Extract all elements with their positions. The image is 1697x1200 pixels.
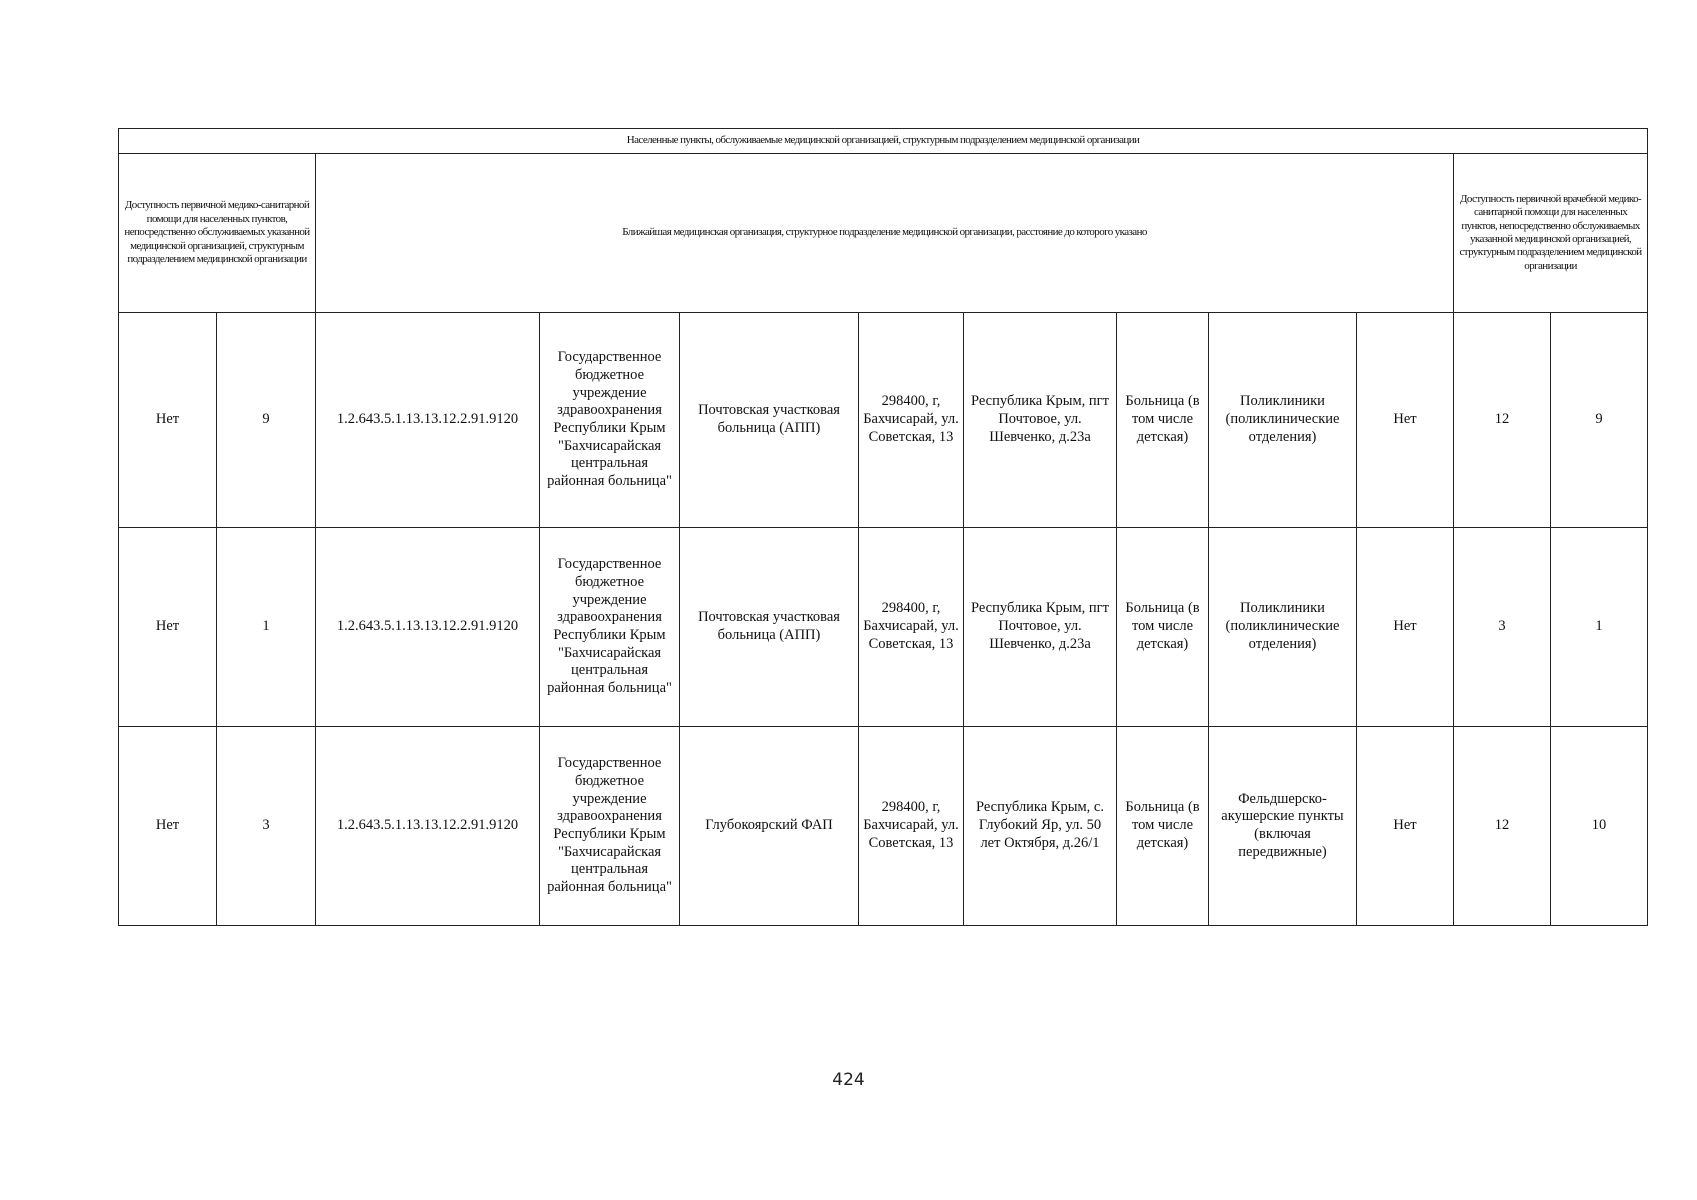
cell-availability: Нет xyxy=(119,313,217,528)
cell-unit-address: Республика Крым, пгт Почтовое, ул. Шевченко, д.23а xyxy=(964,528,1117,727)
cell-unit-type: Фельдшерско-акушерские пункты (включая передвижные) xyxy=(1209,727,1357,926)
cell-value-b: 9 xyxy=(1551,313,1648,528)
cell-unit-name: Почтовская участковая больница (АПП) xyxy=(680,313,859,528)
cell-unit-type: Поликлиники (поликлинические отделения) xyxy=(1209,528,1357,727)
cell-org-type: Больница (в том числе детская) xyxy=(1117,727,1209,926)
header-nearest-organization: Ближайшая медицинская организация, структурное подразделение медицинской организации, расстояние до которого указано xyxy=(316,154,1454,313)
table-row xyxy=(119,528,1648,727)
cell-oid: 1.2.643.5.1.13.13.12.2.91.9120 xyxy=(316,528,540,727)
cell-availability: Нет xyxy=(119,727,217,926)
table-row xyxy=(119,313,1648,528)
cell-oid: 1.2.643.5.1.13.13.12.2.91.9120 xyxy=(316,727,540,926)
header-doctor-availability: Доступность первичной врачебной медико-санитарной помощи для населенных пунктов, непосредственно обслуживаемых указанной медицинской организацией, структурным подразделением медицинской организации xyxy=(1454,154,1648,313)
table-header-row xyxy=(119,154,1648,313)
page-number: 424 xyxy=(832,1070,865,1090)
cell-distance: 9 xyxy=(217,313,316,528)
cell-value-b: 1 xyxy=(1551,528,1648,727)
cell-unit-type: Поликлиники (поликлинические отделения) xyxy=(1209,313,1357,528)
cell-distance: 3 xyxy=(217,727,316,926)
cell-doctor-availability: Нет xyxy=(1357,528,1454,727)
cell-org-type: Больница (в том числе детская) xyxy=(1117,313,1209,528)
cell-org-address: 298400, г, Бахчисарай, ул. Советская, 13 xyxy=(859,528,964,727)
cell-value-a: 12 xyxy=(1454,313,1551,528)
cell-unit-address: Республика Крым, пгт Почтовое, ул. Шевченко, д.23а xyxy=(964,313,1117,528)
cell-unit-name: Глубокоярский ФАП xyxy=(680,727,859,926)
cell-value-a: 12 xyxy=(1454,727,1551,926)
cell-organization: Государственное бюджетное учреждение здравоохранения Республики Крым "Бахчисарайская центральная районная больница" xyxy=(540,313,680,528)
table-row xyxy=(119,727,1648,926)
cell-availability: Нет xyxy=(119,528,217,727)
document-table xyxy=(118,128,1648,926)
cell-oid: 1.2.643.5.1.13.13.12.2.91.9120 xyxy=(316,313,540,528)
cell-org-address: 298400, г, Бахчисарай, ул. Советская, 13 xyxy=(859,727,964,926)
cell-organization: Государственное бюджетное учреждение здравоохранения Республики Крым "Бахчисарайская центральная районная больница" xyxy=(540,528,680,727)
cell-value-a: 3 xyxy=(1454,528,1551,727)
table-title: Населенные пункты, обслуживаемые медицинской организацией, структурным подразделением медицинской организации xyxy=(119,129,1648,154)
cell-value-b: 10 xyxy=(1551,727,1648,926)
header-availability: Доступность первичной медико-санитарной помощи для населенных пунктов, непосредственно обслуживаемых указанной медицинской организацией, структурным подразделением медицинской организации xyxy=(119,154,316,313)
cell-doctor-availability: Нет xyxy=(1357,727,1454,926)
table-title-row xyxy=(119,129,1648,154)
cell-organization: Государственное бюджетное учреждение здравоохранения Республики Крым "Бахчисарайская центральная районная больница" xyxy=(540,727,680,926)
cell-unit-address: Республика Крым, с. Глубокий Яр, ул. 50 лет Октября, д.26/1 xyxy=(964,727,1117,926)
cell-org-address: 298400, г, Бахчисарай, ул. Советская, 13 xyxy=(859,313,964,528)
cell-unit-name: Почтовская участковая больница (АПП) xyxy=(680,528,859,727)
cell-distance: 1 xyxy=(217,528,316,727)
cell-doctor-availability: Нет xyxy=(1357,313,1454,528)
cell-org-type: Больница (в том числе детская) xyxy=(1117,528,1209,727)
